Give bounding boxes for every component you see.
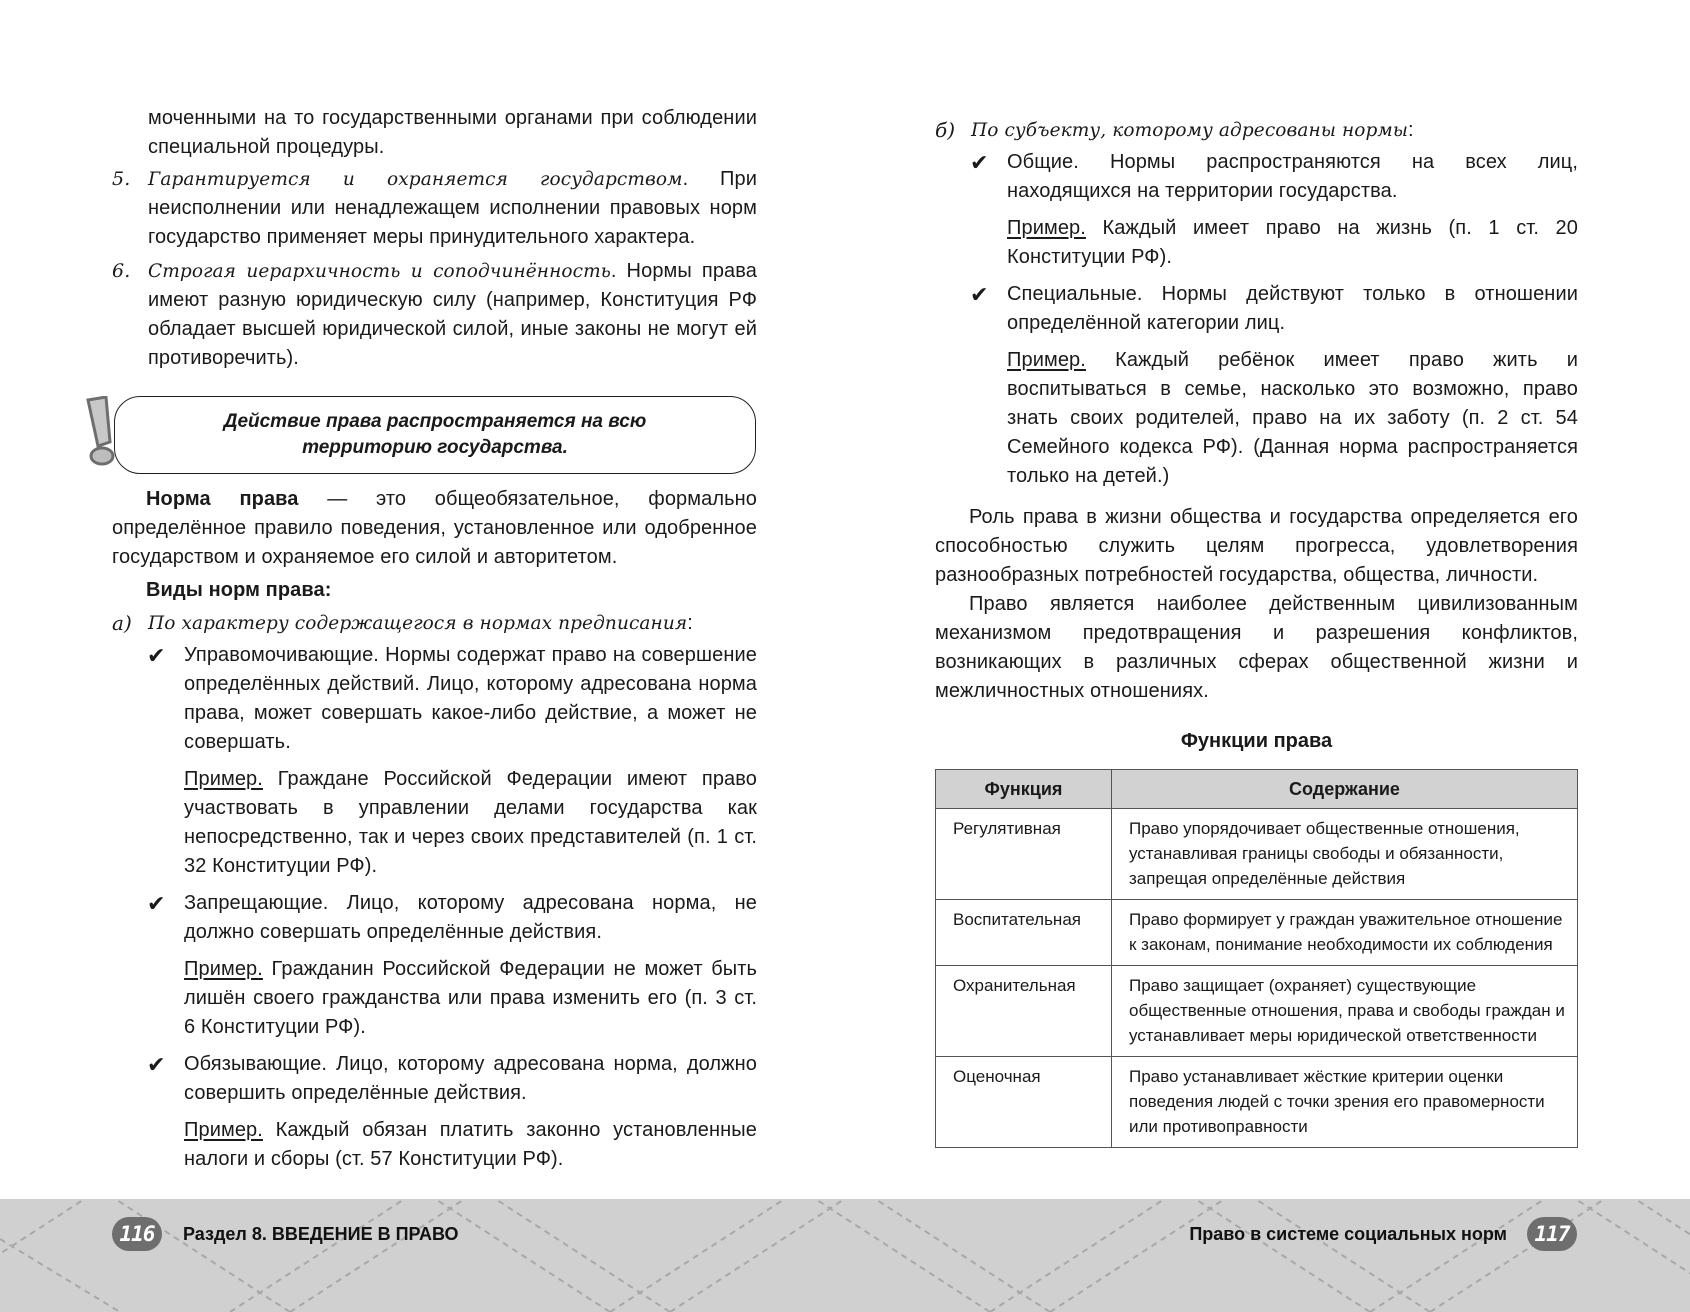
check-icon: ✔ (147, 891, 166, 916)
group-colon: : (687, 612, 693, 634)
list-item (970, 148, 1578, 272)
running-head-left: Раздел 8. ВВЕДЕНИЕ В ПРАВО (183, 1224, 459, 1244)
list-item (147, 889, 757, 1042)
check-icon: ✔ (970, 150, 989, 175)
definition-term: Норма права (146, 488, 299, 510)
example-label: Пример. (184, 958, 263, 980)
list-item (147, 641, 757, 881)
list-item (147, 1050, 757, 1174)
group-b (935, 116, 1578, 145)
content-cell: Право упорядочивает общественные отношения, устанавливая границы свободы и обязанности, запрещая определённые действия (1112, 809, 1578, 900)
example-text: Гражданин Российской Федерации не может быть лишён своего гражданства или права изменить его (п. 3 ст. 6 Конституции РФ). (184, 958, 757, 1038)
item-text: Управомочивающие. Нормы содержат право на совершение определённых действий. Лицо, которому адресована норма права, может совершать какое-либо действие, а может не совершать. (184, 644, 757, 753)
item-text: Общие. Нормы распространяются на всех лиц, находящихся на территории государства. (1007, 151, 1578, 202)
example-label: Пример. (1007, 217, 1086, 239)
group-colon: : (1408, 119, 1414, 141)
content-cell: Право формирует у граждан уважительное отношение к законам, понимание необходимости их соблюдения (1112, 900, 1578, 966)
definition-text: — это общеобязательное, формально определённое правило поведения, установленное или одобренное государством и охраняемое его силой и авторитетом. (112, 488, 757, 568)
table-row (936, 809, 1578, 900)
example-text: Граждане Российской Федерации имеют право участвовать в управлении делами государства как непосредственно, так и через своих представителей (п. 1 ст. 32 Конституции РФ). (184, 768, 757, 877)
page-number-right: 117 (1527, 1217, 1577, 1251)
body-paragraph: Право является наиболее действенным цивилизованным механизмом предотвращения и разрешения конфликтов, возникающих в различных сферах общественной жизни и межличностных отношениях. (935, 593, 1578, 702)
group-title: По субъекту, которому адресованы нормы (971, 120, 1409, 141)
function-cell: Охранительная (936, 966, 1112, 1057)
body-paragraph: Роль права в жизни общества и государства определяется его способностью служить целям прогресса, удовлетворения разнообразных потребностей государства, общества, личности. (935, 506, 1578, 586)
example (184, 765, 757, 881)
item-text: Запрещающие. Лицо, которому адресована норма, не должно совершать определённые действия. (184, 892, 757, 943)
example (1007, 214, 1578, 272)
item-text: Обязывающие. Лицо, которому адресована норма, должно совершить определённые действия. (184, 1053, 757, 1104)
group-a (112, 609, 757, 638)
group-letter: а) (112, 611, 132, 635)
definition-paragraph (112, 485, 757, 572)
item-number: 5. (112, 168, 131, 190)
item-text: . Нормы права имеют разную юридическую силу (например, Конституция РФ обладает высшей юридической силой, иные законы не могут ей противоречить). (148, 260, 757, 369)
content-cell: Право защищает (охраняет) существующие общественные отношения, права и свободы граждан и устанавливает меры юридической ответственности (1112, 966, 1578, 1057)
running-head-right: Право в системе социальных норм (1189, 1224, 1507, 1244)
item-title: Гарантируется и охраняется государством (148, 169, 683, 190)
table-row (936, 900, 1578, 966)
callout-box (114, 396, 756, 474)
function-cell: Воспитательная (936, 900, 1112, 966)
item-text: Специальные. Нормы действуют только в отношении определённой категории лиц. (1007, 283, 1578, 334)
types-heading: Виды норм права: (146, 579, 332, 601)
check-icon: ✔ (970, 282, 989, 307)
content-cell: Право устанавливает жёсткие критерии оценки поведения людей с точки зрения его правомерности или противоправности (1112, 1057, 1578, 1148)
group-a-items (112, 641, 757, 1174)
item-title: Строгая иерархичность и соподчинённость (148, 261, 611, 282)
item-text: . При неисполнении или ненадлежащем исполнении правовых норм государство применяет меры принудительного характера. (148, 168, 757, 248)
check-icon: ✔ (147, 1052, 166, 1077)
callout-text (224, 409, 647, 461)
example-label: Пример. (1007, 349, 1086, 371)
left-page (112, 0, 757, 1174)
callout-line-1: Действие права распространяется на всю (223, 411, 647, 432)
group-b-items (935, 148, 1578, 491)
example-text: Каждый обязан платить законно установленные налоги и сборы (ст. 57 Конституции РФ). (184, 1119, 757, 1170)
item-number: 6. (112, 260, 131, 282)
example-text: Каждый имеет право на жизнь (п. 1 ст. 20 Конституции РФ). (1007, 217, 1578, 268)
list-item (970, 280, 1578, 491)
table-title: Функции права (1180, 730, 1333, 752)
function-cell: Оценочная (936, 1057, 1112, 1148)
example (184, 955, 757, 1042)
example-label: Пример. (184, 768, 263, 790)
example-label: Пример. (184, 1119, 263, 1141)
numbered-item-6 (112, 257, 757, 373)
functions-table (935, 769, 1578, 1148)
exclamation-icon (84, 396, 124, 468)
callout-line-2: территорию государства. (302, 437, 568, 458)
column-header-content: Содержание (1112, 770, 1578, 809)
table-header-row (936, 770, 1578, 809)
group-letter: б) (935, 118, 956, 142)
table-row (936, 1057, 1578, 1148)
example (1007, 346, 1578, 491)
page-number-left: 116 (112, 1217, 162, 1251)
column-header-function: Функция (936, 770, 1112, 809)
page-footer (0, 1199, 1690, 1312)
right-page (935, 0, 1578, 1148)
footer-pattern (0, 1199, 1690, 1312)
check-icon: ✔ (147, 643, 166, 668)
table-row (936, 966, 1578, 1057)
example-text: Каждый ребёнок имеет право жить и воспитываться в семье, насколько это возможно, право знать своих родителей, право на их заботу (п. 2 ст. 54 Семейного кодекса РФ). (Данная норма распространяется только на детей.) (1007, 349, 1578, 487)
continuation-paragraph: моченными на то государственными органами при соблюдении специальной процедуры. (148, 107, 757, 158)
group-title: По характеру содержащегося в нормах предписания (148, 613, 688, 634)
numbered-item-5 (112, 165, 757, 252)
example (184, 1116, 757, 1174)
function-cell: Регулятивная (936, 809, 1112, 900)
